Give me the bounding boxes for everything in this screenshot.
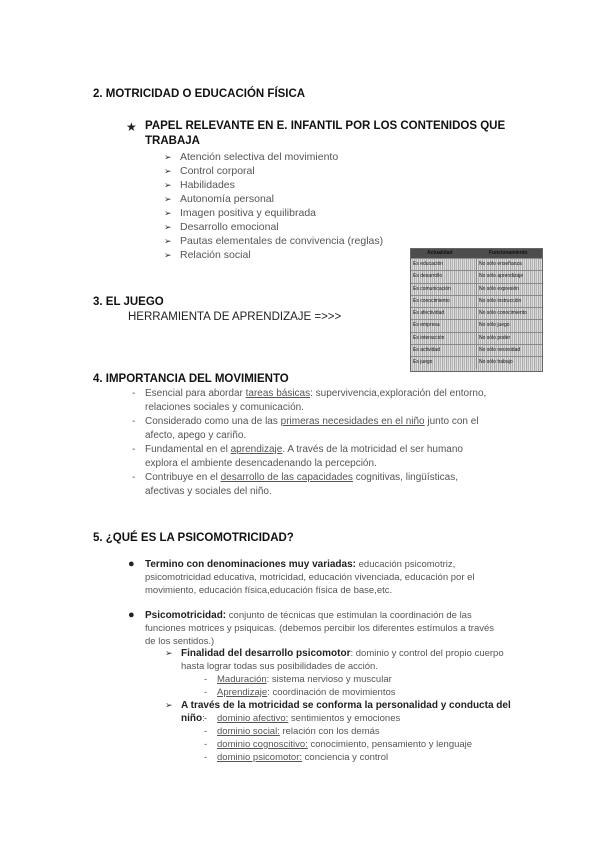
- dominio-psicomotor-item: - dominio psicomotor: conciencia y control: [204, 752, 389, 763]
- importancia-list: [132, 387, 528, 499]
- list-item: ➢ Relación social: [164, 249, 251, 261]
- arrow-icon: ➢: [164, 166, 172, 176]
- table-row: Es empresa No sólo juego: [411, 319, 542, 331]
- arrow-icon: ➢: [164, 222, 172, 232]
- star-icon: ★: [126, 120, 137, 134]
- psico-bullet-1: ● Termino con denominaciones muy variadas: educación psicomotriz, psicomotricidad educativa, motricidad, educación vivenciada, educación por el movimiento, educación física,educación física de base,etc.: [128, 558, 475, 596]
- arrow-icon: ➢: [165, 700, 173, 710]
- list-item: ➢ Atención selectiva del movimiento: [164, 151, 339, 163]
- arrow-icon: ➢: [164, 152, 172, 162]
- dominio-cognoscitivo-item: - dominio cognoscitivo: conocimiento, pensamiento y lenguaje: [204, 739, 473, 750]
- maduracion-item: - Maduración: sistema nervioso y muscular: [204, 674, 392, 685]
- section-5-heading: 5. ¿QUÉ ES LA PSICOMOTRICIDAD?: [93, 532, 294, 544]
- section-3-heading: 3. EL JUEGO: [93, 296, 164, 308]
- section-4-heading: 4. IMPORTANCIA DEL MOVIMIENTO: [93, 373, 289, 385]
- table-row: Es interacción No sólo poder: [411, 332, 542, 344]
- table-row: Es juego No sólo trabajo: [411, 356, 542, 368]
- arrow-icon: ➢: [164, 194, 172, 204]
- list-item: - Fundamental en el aprendizaje. A través de la motricidad el ser humano explora el ambiente desencadenando la percepción.: [132, 444, 463, 469]
- list-item: ➢ Desarrollo emocional: [164, 221, 279, 233]
- list-item: ➢ Imagen positiva y equilibrada: [164, 207, 316, 219]
- section-2-heading: 2. MOTRICIDAD O EDUCACIÓN FÍSICA: [93, 88, 306, 100]
- bullet-icon: ●: [128, 558, 135, 570]
- list-item: ➢ Autonomía personal: [164, 193, 274, 205]
- list-item: ➢ Pautas elementales de convivencia (reglas): [164, 235, 384, 247]
- arrow-icon: ➢: [165, 648, 173, 658]
- table-row: Es educación No sólo enseñanza: [411, 258, 542, 270]
- arrow-icon: ➢: [164, 236, 172, 246]
- table-row: Es conocimiento No sólo instrucción: [411, 295, 542, 307]
- table-row: Es afectividad No sólo conocimiento: [411, 307, 542, 319]
- finalidad-item: ➢ Finalidad del desarrollo psicomotor: dominio y control del propio cuerpo hasta lograr todas sus posibilidades de acción.: [165, 648, 504, 672]
- section-2-subheading-line2: TRABAJA: [145, 135, 200, 147]
- arrow-icon: ➢: [164, 250, 172, 260]
- personalidad-item: ➢ A través de la motricidad se conforma la personalidad y conducta del niño:: [165, 700, 511, 724]
- list-item: - Esencial para abordar tareas básicas: supervivencia,exploración del entorno, relaciones sociales y comunicación.: [132, 388, 487, 413]
- comparison-table-image: [410, 248, 543, 372]
- list-item: ➢ Control corporal: [164, 165, 255, 177]
- arrow-icon: ➢: [164, 208, 172, 218]
- table-row: Es desarrollo No sólo aprendizaje: [411, 270, 542, 282]
- psico-bullet-2: ● Psicomotricidad: conjunto de técnicas que estimulan la coordinación de las funciones motrices y psiquicas. (debemos percibir los diferentes estímulos a través de los sentidos.): [128, 609, 495, 647]
- table-row: Es actividad No sólo necesidad: [411, 344, 542, 356]
- aprendizaje-item: - Aprendizaje: coordinación de movimientos: [204, 687, 396, 698]
- section-2-subheading-line1: PAPEL RELEVANTE EN E. INFANTIL POR LOS CONTENIDOS QUE: [145, 120, 506, 132]
- dominio-afectivo-item: - dominio afectivo: sentimientos y emociones: [204, 713, 401, 724]
- list-item: - Contribuye en el desarrollo de las capacidades cognitivas, lingüísticas, afectivas y sociales del niño.: [132, 472, 458, 497]
- juego-line: HERRAMIENTA DE APRENDIZAJE =>>>: [128, 311, 342, 323]
- dominio-social-item: - dominio social: relación con los demás: [204, 726, 380, 737]
- table-header: Actualidad Funcionamiento: [411, 249, 542, 258]
- list-item: - Considerado como una de las primeras necesidades en el niño junto con el afecto, apego y cariño.: [132, 416, 479, 441]
- table-row: Es comunicación No sólo expresión: [411, 283, 542, 295]
- list-item: ➢ Habilidades: [164, 179, 235, 191]
- bullet-icon: ●: [128, 609, 135, 621]
- arrow-icon: ➢: [164, 180, 172, 190]
- contenidos-list: [164, 150, 383, 262]
